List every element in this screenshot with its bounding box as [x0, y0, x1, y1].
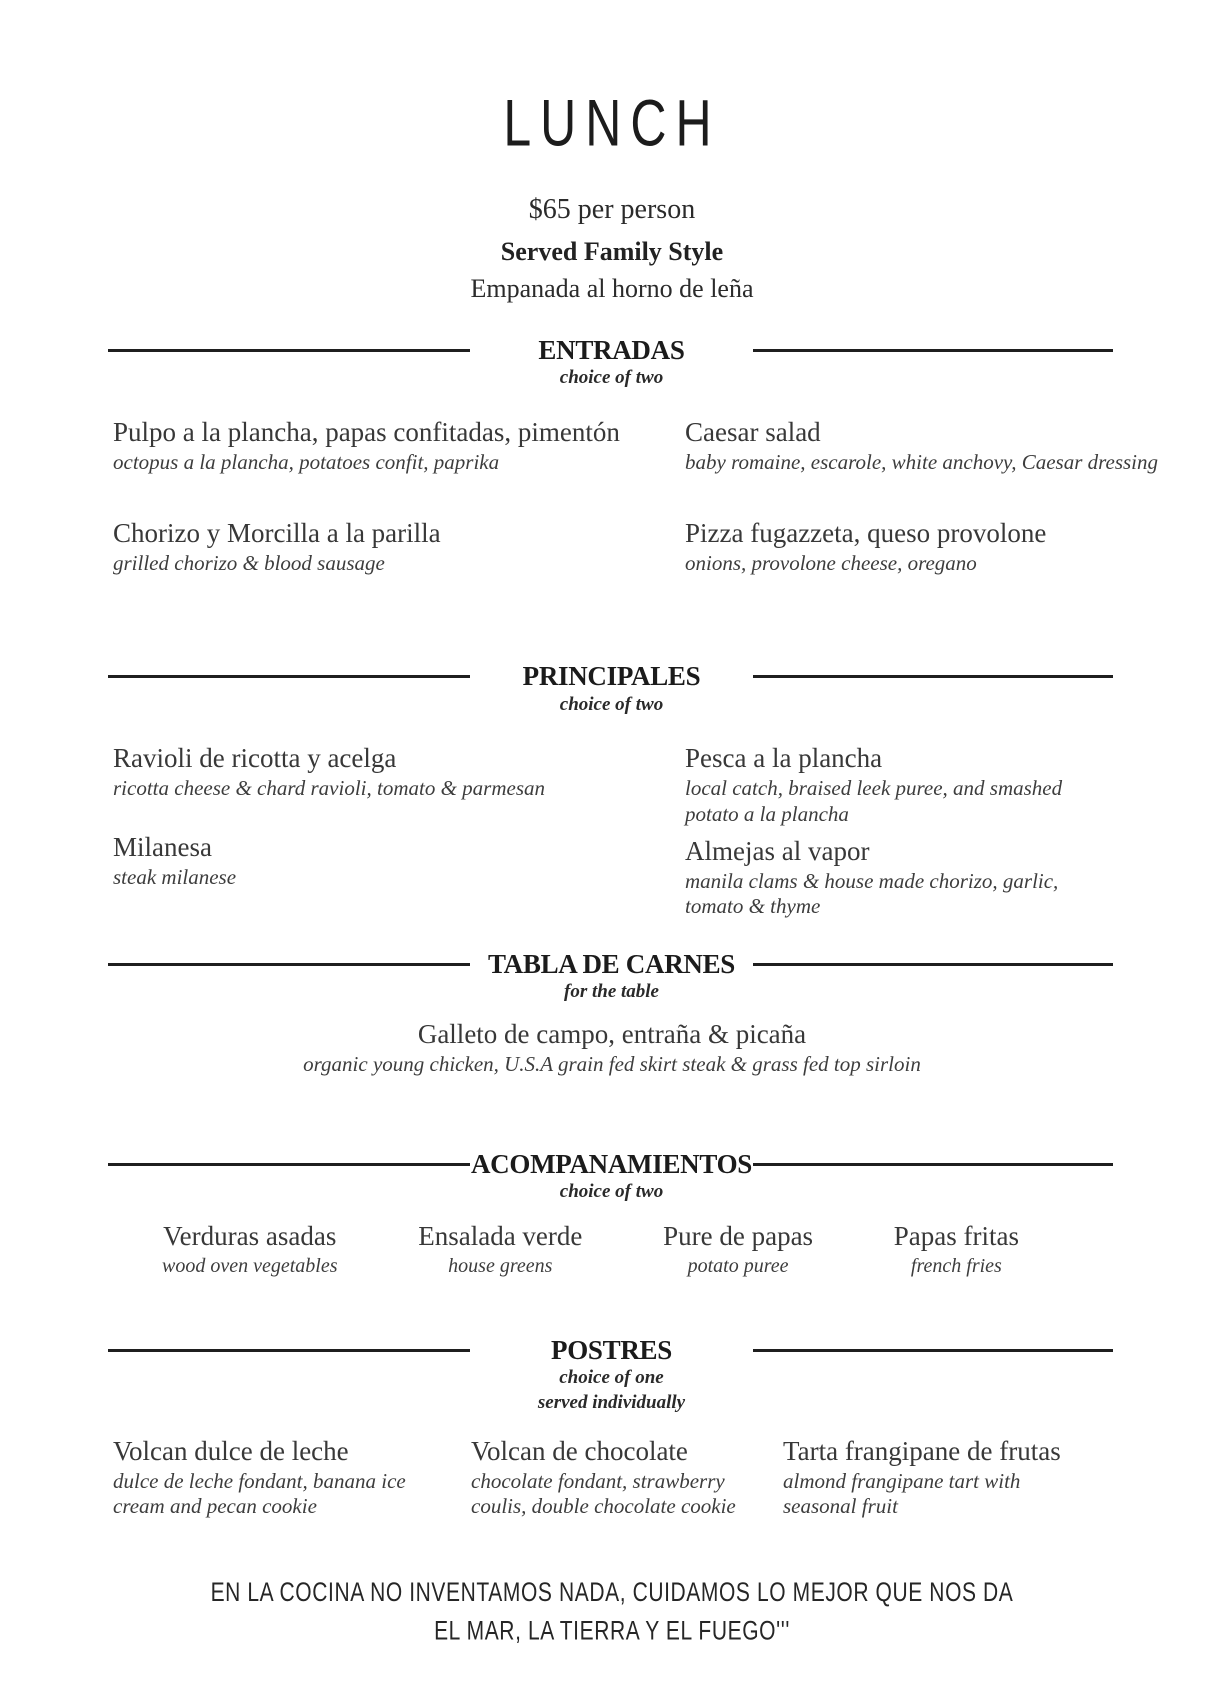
section-header-tabla-de-carnes: [108, 950, 1113, 1005]
item-description: steak milanese: [113, 865, 237, 890]
item-description: house greens: [448, 1254, 553, 1277]
section-rule-right: [753, 963, 1113, 966]
item-description: grilled chorizo & blood sausage: [113, 550, 385, 575]
item-name: Almejas al vapor: [685, 835, 870, 866]
section-rule-left: [108, 1163, 470, 1166]
item-description: organic young chicken, U.S.A grain fed skirt steak & grass fed top sirloin: [303, 1051, 921, 1076]
menu-item: [113, 832, 685, 891]
section-rule-right: [753, 349, 1113, 352]
section-rule-left: [108, 349, 470, 352]
item-name: Milanesa: [113, 832, 212, 863]
item-name: Verduras asadas: [163, 1220, 337, 1251]
section-note-entradas: choice of two: [559, 367, 664, 389]
item-description: wood oven vegetables: [162, 1254, 338, 1277]
item-name: Pure de papas: [663, 1220, 814, 1251]
section-rule-left: [108, 1349, 470, 1352]
menu-item: [113, 743, 685, 802]
principales-items: [0, 743, 1224, 920]
menu-item: [113, 518, 685, 577]
principales-left-column: [113, 743, 685, 920]
section-rule-right: [753, 675, 1113, 678]
item-description: potato puree: [687, 1254, 789, 1277]
menu-item: [685, 518, 1115, 577]
menu-title: LUNCH: [503, 86, 721, 160]
section-header-principales: [108, 662, 1113, 717]
included-item: Empanada al horno de leña: [470, 274, 754, 303]
item-name: Pulpo a la plancha, papas confitadas, pimentón: [113, 417, 620, 448]
principales-right-column: [685, 743, 1115, 920]
menu-item: [113, 1436, 471, 1520]
section-note-postres-2: served individually: [537, 1392, 686, 1414]
item-name: Ensalada verde: [418, 1220, 583, 1251]
section-header-postres: [108, 1336, 1113, 1416]
section-title-acompanamientos: ACOMPANAMIENTOS: [470, 1148, 752, 1179]
item-name: Volcan de chocolate: [471, 1435, 688, 1466]
menu-item: [685, 417, 1159, 476]
item-description: manila clams & house made chorizo, garlic, tomato & thyme: [685, 868, 1059, 919]
section-rule-left: [108, 963, 470, 966]
item-description: dulce de leche fondant, banana ice cream and pecan cookie: [113, 1468, 406, 1519]
item-name: Papas fritas: [893, 1220, 1019, 1251]
entradas-items: [0, 417, 1224, 576]
section-title-tabla-de-carnes: TABLA DE CARNES: [487, 948, 736, 979]
item-name: Ravioli de ricotta y acelga: [113, 743, 397, 774]
motto-line-2: EL MAR, LA TIERRA Y EL FUEGO''': [434, 1616, 790, 1647]
entradas-left-column: [113, 417, 685, 576]
item-description: ricotta cheese & chard ravioli, tomato & parmesan: [113, 776, 545, 801]
menu-item: [894, 1221, 1019, 1278]
menu-item: [663, 1221, 813, 1278]
menu-item: [162, 1221, 338, 1278]
section-title-principales: PRINCIPALES: [522, 661, 701, 692]
lunch-menu-page: [0, 86, 1224, 1682]
section-title-postres: POSTRES: [551, 1335, 672, 1366]
item-name: Volcan dulce de leche: [113, 1435, 349, 1466]
item-name: Tarta frangipane de frutas: [783, 1435, 1061, 1466]
item-description: onions, provolone cheese, oregano: [685, 550, 977, 575]
item-description: almond frangipane tart with seasonal fruit: [783, 1468, 1021, 1519]
item-description: baby romaine, escarole, white anchovy, Caesar dressing: [685, 450, 1159, 475]
postres-items: [0, 1436, 1224, 1520]
section-note-tabla-de-carnes: for the table: [564, 981, 659, 1003]
section-note-principales: choice of two: [559, 693, 664, 715]
item-description: local catch, braised leek puree, and smashed potato a la plancha: [685, 776, 1063, 827]
kitchen-motto: [0, 1574, 1224, 1652]
item-name: Galleto de campo, entraña & picaña: [417, 1018, 807, 1049]
item-name: Chorizo y Morcilla a la parilla: [113, 517, 441, 548]
section-rule-left: [108, 675, 470, 678]
section-rule-right: [753, 1349, 1113, 1352]
menu-price: $65 per person: [528, 194, 696, 225]
menu-item: [685, 743, 1115, 827]
entradas-right-column: [685, 417, 1159, 576]
service-style-note: Served Family Style: [500, 237, 724, 266]
menu-item: [0, 1019, 1224, 1078]
section-header-acompanamientos: [108, 1150, 1113, 1205]
item-description: octopus a la plancha, potatoes confit, paprika: [113, 450, 500, 475]
menu-item: [113, 417, 685, 476]
section-title-entradas: ENTRADAS: [538, 335, 685, 365]
menu-item: [471, 1436, 783, 1520]
section-note-acompanamientos: choice of two: [559, 1180, 664, 1202]
acompanamientos-items: [162, 1221, 1019, 1278]
item-name: Pizza fugazzeta, queso provolone: [685, 517, 1047, 548]
section-rule-right: [753, 1163, 1113, 1166]
item-description: french fries: [910, 1254, 1002, 1277]
item-name: Caesar salad: [685, 417, 821, 448]
motto-line-1: EN LA COCINA NO INVENTAMOS NADA, CUIDAMOS LO MEJOR QUE NOS DA: [210, 1577, 1014, 1608]
item-name: Pesca a la plancha: [685, 743, 883, 774]
menu-item: [418, 1221, 582, 1278]
menu-item: [783, 1436, 1113, 1520]
section-note-postres-1: choice of one: [559, 1367, 664, 1389]
menu-item: [685, 836, 1115, 920]
section-header-entradas: [108, 336, 1113, 391]
item-description: chocolate fondant, strawberry coulis, double chocolate cookie: [471, 1468, 736, 1519]
